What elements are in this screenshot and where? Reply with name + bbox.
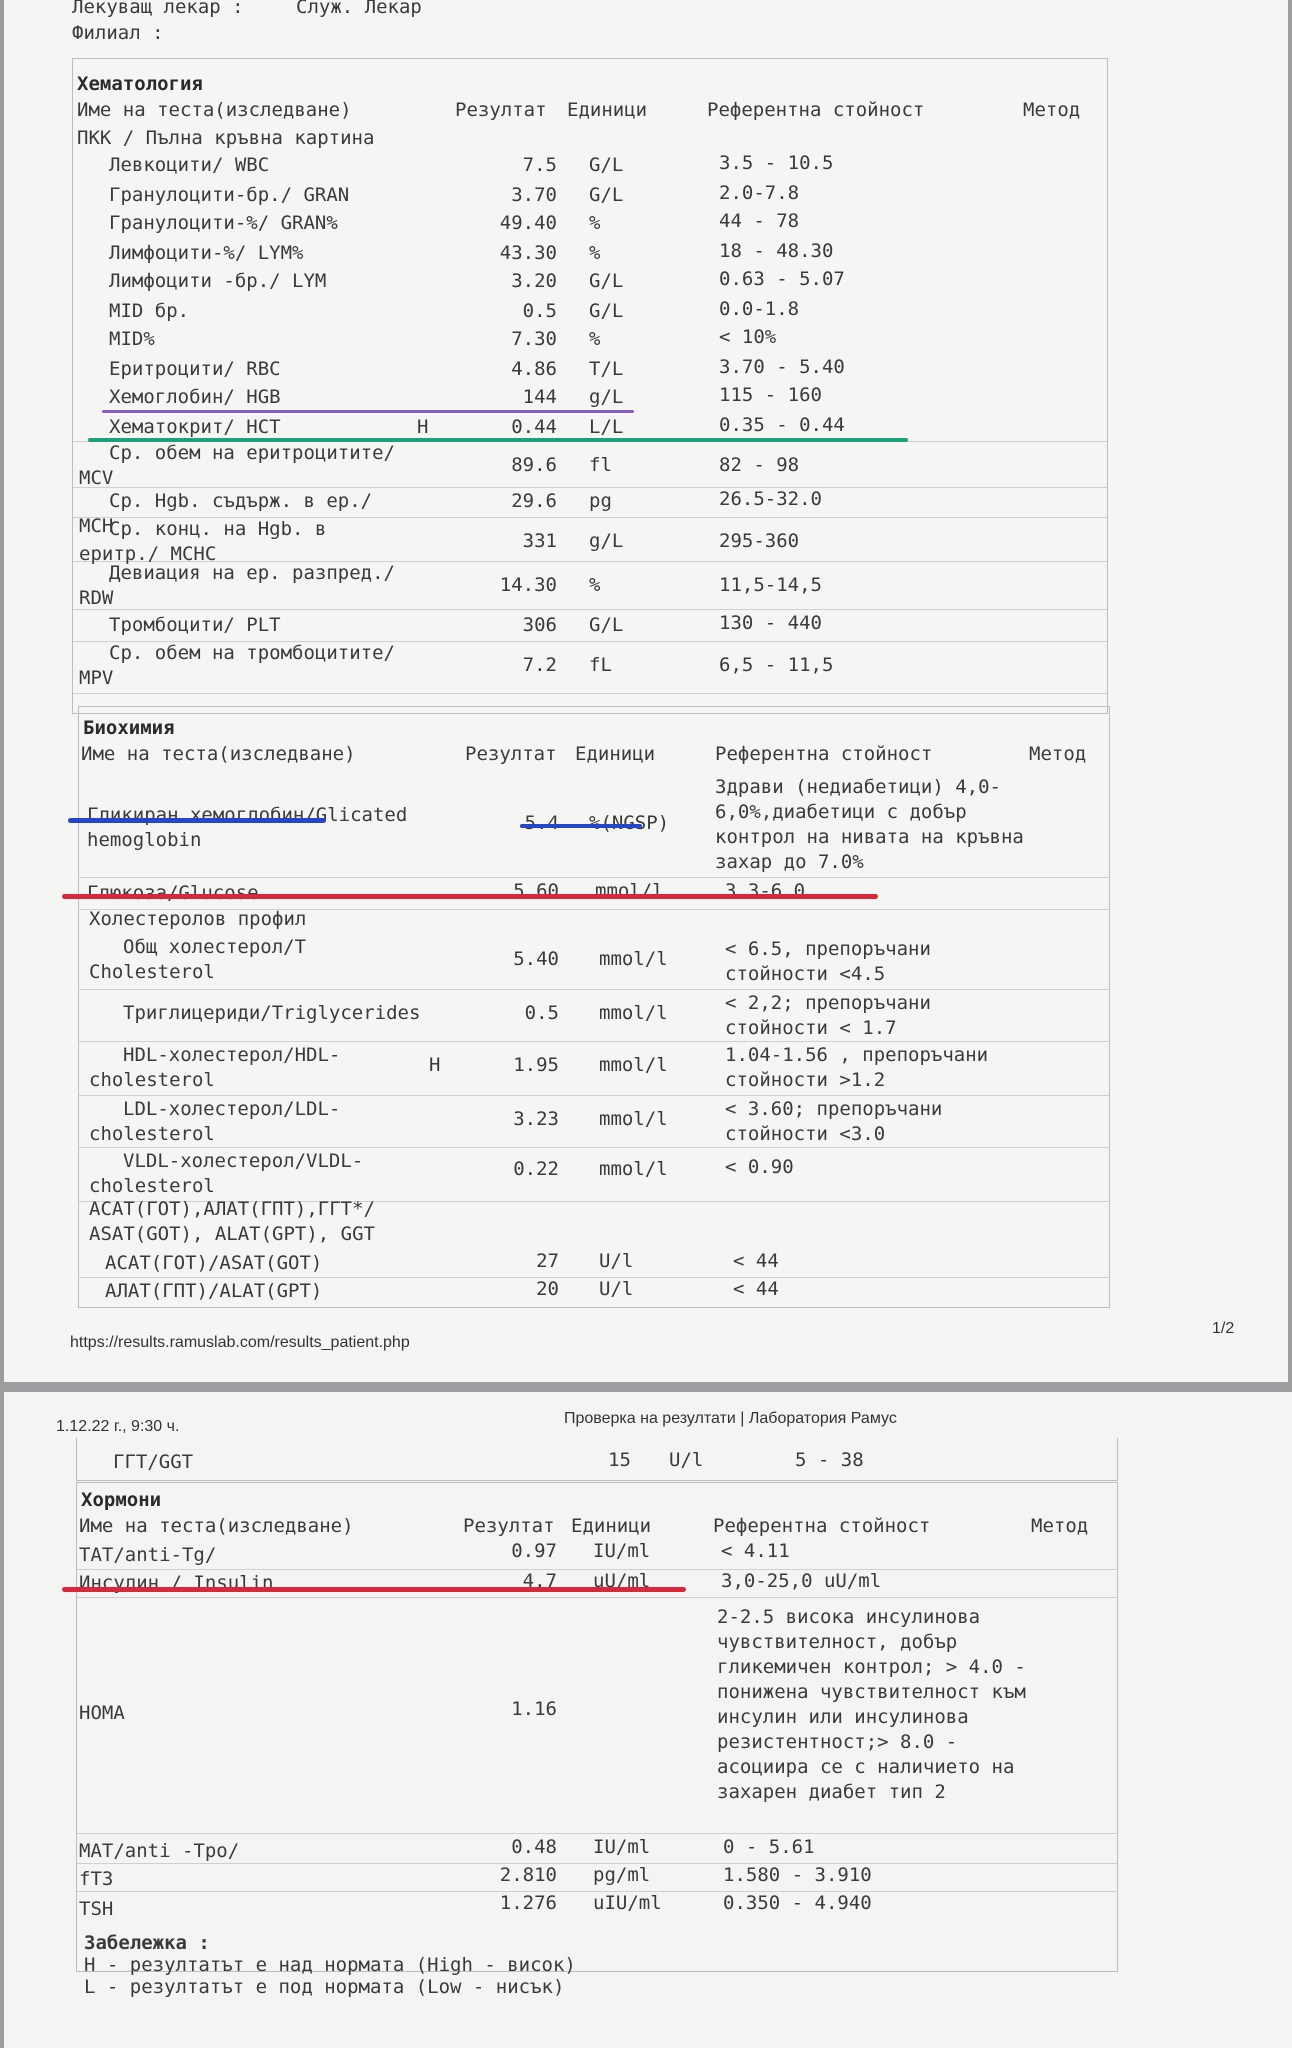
table-row bbox=[79, 989, 1109, 1042]
test-name: Тромбоцити/ PLT bbox=[109, 614, 281, 636]
result-value: 5.4 bbox=[524, 812, 559, 834]
ggt-name: ГГТ/GGT bbox=[113, 1451, 194, 1473]
doctor-value: Служ. Лекар bbox=[296, 0, 422, 18]
result-value: 49.40 bbox=[499, 212, 557, 234]
test-name: MID бр. bbox=[109, 300, 190, 322]
page-number: 1/2 bbox=[1212, 1320, 1235, 1337]
result-value: 14.30 bbox=[499, 574, 557, 596]
result-units: G/L bbox=[589, 270, 624, 292]
table-row bbox=[73, 517, 1107, 565]
col-reference: Референтна стойност bbox=[715, 743, 933, 765]
blue-underline-1 bbox=[68, 818, 326, 823]
print-datetime: 1.12.22 г., 9:30 ч. bbox=[56, 1418, 180, 1435]
result-value: 4.7 bbox=[522, 1570, 557, 1592]
test-name: МАТ/anti -Tpo/ bbox=[79, 1840, 240, 1862]
ggt-ref: 5 - 38 bbox=[795, 1449, 864, 1471]
reference-range: 0.0-1.8 bbox=[719, 298, 800, 320]
test-name: MID% bbox=[109, 328, 155, 350]
reference-range: Здрави (недиабетици) 4,0-6,0%,диабетици с добър контрол на нивата на кръвна захар до 7.0% bbox=[715, 776, 1024, 873]
table-row bbox=[73, 151, 1107, 179]
test-name: Глюкоза/Glucose bbox=[87, 882, 259, 904]
col-units: Единици bbox=[567, 99, 648, 121]
test-name: Гранулоцити-%/ GRAN% bbox=[109, 212, 338, 234]
notes bbox=[84, 1932, 576, 1998]
test-name: Девиация на ер. разпред./ RDW bbox=[79, 562, 395, 609]
test-name: Ср. обем на еритроцитите/ MCV bbox=[79, 442, 395, 489]
result-units: U/l bbox=[599, 1278, 634, 1300]
test-name: Лимфоцити-%/ LYM% bbox=[109, 242, 304, 264]
result-units: mmol/l bbox=[599, 1158, 668, 1180]
ggt-result: 15 bbox=[608, 1449, 631, 1471]
hematology-title: Хематология bbox=[77, 73, 203, 95]
table-row bbox=[79, 933, 1109, 990]
reference-range: 44 - 78 bbox=[719, 210, 800, 232]
test-name: Лимфоцити -бр./ LYM bbox=[109, 270, 327, 292]
test-name: VLDL-холестерол/VLDL-cholesterol bbox=[89, 1150, 364, 1197]
branch-label: Филиал : bbox=[72, 22, 164, 44]
result-value: 27 bbox=[536, 1250, 559, 1272]
reference-range: 3,0-25,0 uU/ml bbox=[721, 1570, 882, 1592]
result-value: 0.44 bbox=[511, 416, 557, 438]
hormones-table bbox=[76, 1482, 1118, 1972]
result-units: % bbox=[589, 574, 601, 596]
table-row bbox=[77, 1539, 1117, 1570]
result-value: 5.60 bbox=[513, 880, 559, 902]
result-units: uIU/ml bbox=[593, 1892, 662, 1914]
col-result: Резултат bbox=[463, 1515, 555, 1537]
test-name: Общ холестерол/T Cholesterol bbox=[89, 936, 307, 983]
result-units: fL bbox=[589, 654, 612, 676]
biochemistry-table bbox=[78, 706, 1110, 1308]
result-units: mmol/l bbox=[599, 948, 668, 970]
report-page-2 bbox=[4, 1392, 1292, 2048]
result-value: 3.20 bbox=[511, 270, 557, 292]
result-value: 0.48 bbox=[511, 1836, 557, 1858]
test-name: Гликиран хемоглобин/Glicated hemoglobin bbox=[87, 804, 408, 851]
reference-range: 1.04-1.56 , препоръчани стойности >1.2 bbox=[725, 1044, 989, 1091]
result-value: 1.16 bbox=[511, 1698, 557, 1720]
ggt-table bbox=[76, 1438, 1118, 1481]
reference-range: 1.580 - 3.910 bbox=[723, 1864, 872, 1886]
result-units: G/L bbox=[589, 184, 624, 206]
col-name: Име на теста(изследване) bbox=[81, 743, 356, 765]
col-units: Единици bbox=[575, 743, 656, 765]
reference-range: 115 - 160 bbox=[719, 384, 822, 406]
hematology-table bbox=[72, 58, 1108, 714]
biochemistry-title: Биохимия bbox=[83, 717, 175, 739]
test-name: Ср. конц. на Hgb. в еритр./ MCHC bbox=[79, 518, 327, 565]
col-result: Резултат bbox=[455, 99, 547, 121]
result-value: 7.5 bbox=[522, 154, 557, 176]
col-method: Метод bbox=[1029, 743, 1087, 765]
test-name: Хематокрит/ HCT bbox=[109, 416, 281, 438]
result-units: U/l bbox=[599, 1250, 634, 1272]
reference-range: < 2,2; препоръчани стойности < 1.7 bbox=[725, 992, 931, 1039]
test-name: HDL-холестерол/HDL-cholesterol bbox=[89, 1044, 341, 1091]
table-row bbox=[77, 1569, 1117, 1598]
table-row bbox=[73, 641, 1107, 694]
table-row bbox=[73, 441, 1107, 488]
table-row bbox=[79, 1249, 1109, 1278]
reference-range: 3.70 - 5.40 bbox=[719, 356, 845, 378]
result-units: IU/ml bbox=[593, 1540, 651, 1562]
reference-range: 26.5-32.0 bbox=[719, 488, 822, 510]
reference-range: 18 - 48.30 bbox=[719, 240, 834, 262]
result-value: 2.810 bbox=[499, 1864, 557, 1886]
result-units: mmol/l bbox=[599, 1002, 668, 1024]
table-row bbox=[73, 355, 1107, 383]
result-flag: H bbox=[429, 1054, 441, 1076]
result-value: 331 bbox=[522, 530, 557, 552]
table-row bbox=[77, 1891, 1117, 1921]
reference-range: 0.350 - 4.940 bbox=[723, 1892, 872, 1914]
result-value: 3.70 bbox=[511, 184, 557, 206]
notes-title: Забележка : bbox=[84, 1932, 210, 1954]
result-units: G/L bbox=[589, 614, 624, 636]
table-row bbox=[77, 1863, 1117, 1892]
col-reference: Референтна стойност bbox=[707, 99, 925, 121]
reference-range: < 4.11 bbox=[721, 1540, 790, 1562]
cbc-group-label: ПКК / Пълна кръвна картина bbox=[77, 127, 375, 149]
table-row bbox=[73, 383, 1107, 411]
table-row bbox=[73, 611, 1107, 642]
table-row bbox=[79, 1095, 1109, 1148]
result-units: % bbox=[589, 328, 601, 350]
result-value: 7.2 bbox=[522, 654, 557, 676]
reference-range: 0 - 5.61 bbox=[723, 1836, 815, 1858]
doctor-label: Лекуващ лекар : bbox=[72, 0, 244, 18]
green-underline bbox=[88, 438, 908, 442]
col-method: Метод bbox=[1031, 1515, 1089, 1537]
result-units: G/L bbox=[589, 300, 624, 322]
test-name: Ср. обем на тромбоцитите/ MPV bbox=[79, 642, 395, 689]
test-name: Еритроцити/ RBC bbox=[109, 358, 281, 380]
table-row bbox=[73, 487, 1107, 537]
result-value: 1.95 bbox=[513, 1054, 559, 1076]
result-units: G/L bbox=[589, 154, 624, 176]
result-value: 0.5 bbox=[524, 1002, 559, 1024]
test-name: АСАТ(ГОТ)/ASAT(GOT) bbox=[105, 1252, 323, 1274]
result-units: % bbox=[589, 212, 601, 234]
result-value: 4.86 bbox=[511, 358, 557, 380]
reference-range: 0.35 - 0.44 bbox=[719, 414, 845, 436]
test-name: АЛАТ(ГПТ)/ALAT(GPT) bbox=[105, 1280, 323, 1302]
table-row bbox=[79, 1147, 1109, 1202]
table-row bbox=[79, 1041, 1109, 1096]
reference-range: 11,5-14,5 bbox=[719, 574, 822, 596]
table-row bbox=[77, 1833, 1117, 1864]
reference-range: 3.3-6.0 bbox=[725, 880, 806, 902]
result-value: 5.40 bbox=[513, 948, 559, 970]
reference-range: 2.0-7.8 bbox=[719, 182, 800, 204]
result-value: 29.6 bbox=[511, 490, 557, 512]
table-row bbox=[73, 561, 1107, 610]
result-value: 306 bbox=[522, 614, 557, 636]
test-name: Левкоцити/ WBC bbox=[109, 154, 270, 176]
table-row bbox=[73, 297, 1107, 325]
result-value: 20 bbox=[536, 1278, 559, 1300]
test-name: TSH bbox=[79, 1898, 114, 1920]
result-value: 89.6 bbox=[511, 454, 557, 476]
test-name: LDL-холестерол/LDL-cholesterol bbox=[89, 1098, 341, 1145]
result-units: g/L bbox=[589, 530, 624, 552]
result-flag: H bbox=[417, 416, 429, 438]
reference-range: 3.5 - 10.5 bbox=[719, 152, 834, 174]
hormones-title: Хормони bbox=[81, 1489, 162, 1511]
table-row bbox=[73, 181, 1107, 209]
test-name: Гранулоцити-бр./ GRAN bbox=[109, 184, 350, 206]
result-value: 1.276 bbox=[499, 1892, 557, 1914]
result-units: %(NGSP) bbox=[589, 812, 670, 834]
result-value: 3.23 bbox=[513, 1108, 559, 1130]
cholesterol-group-label: Холестеролов профил bbox=[89, 908, 307, 930]
result-units: uU/ml bbox=[593, 1570, 651, 1592]
result-value: 0.22 bbox=[513, 1158, 559, 1180]
reference-range: 6,5 - 11,5 bbox=[719, 654, 834, 676]
result-units: L/L bbox=[589, 416, 624, 438]
result-value: 144 bbox=[522, 386, 557, 408]
col-result: Резултат bbox=[465, 743, 557, 765]
blue-underline-2 bbox=[520, 824, 642, 828]
col-reference: Референтна стойност bbox=[713, 1515, 931, 1537]
test-name: HOMA bbox=[79, 1702, 125, 1724]
test-name: ТАТ/anti-Tg/ bbox=[79, 1544, 217, 1566]
result-units: T/L bbox=[589, 358, 624, 380]
result-units: fl bbox=[589, 454, 612, 476]
col-units: Единици bbox=[571, 1515, 652, 1537]
test-name: Хемоглобин/ HGB bbox=[109, 386, 281, 408]
test-name: Инсулин / Insulin bbox=[79, 1572, 274, 1594]
reference-range: 130 - 440 bbox=[719, 612, 822, 634]
reference-range: 82 - 98 bbox=[719, 454, 800, 476]
test-name: Триглицериди/Triglycerides bbox=[123, 1002, 421, 1024]
result-units: IU/ml bbox=[593, 1836, 651, 1858]
result-value: 0.5 bbox=[522, 300, 557, 322]
result-units: mmol/l bbox=[595, 880, 664, 902]
result-units: pg/ml bbox=[593, 1864, 651, 1886]
report-page-1 bbox=[4, 0, 1288, 1382]
reference-range: < 6.5, препоръчани стойности <4.5 bbox=[725, 938, 931, 985]
test-name: fT3 bbox=[79, 1868, 114, 1890]
result-value: 7.30 bbox=[511, 328, 557, 350]
page-url[interactable]: https://results.ramuslab.com/results_patient.php bbox=[70, 1334, 410, 1351]
result-value: 43.30 bbox=[499, 242, 557, 264]
table-row bbox=[73, 325, 1107, 353]
reference-range: < 3.60; препоръчани стойности <3.0 bbox=[725, 1098, 943, 1145]
reference-range: < 44 bbox=[733, 1250, 779, 1272]
col-method: Метод bbox=[1023, 99, 1081, 121]
table-row bbox=[79, 1277, 1109, 1305]
ggt-units: U/l bbox=[669, 1449, 704, 1471]
table-row bbox=[73, 267, 1107, 295]
result-units: % bbox=[589, 242, 601, 264]
result-units: mmol/l bbox=[599, 1054, 668, 1076]
reference-range: 2-2.5 висока инсулинова чувствителност, добър гликемичен контрол; > 4.0 - понижена чувствителност към инсулин или инсулинова резистентност;> 8.0 - асоциира се с наличието на захарен диабет тип 2 bbox=[717, 1606, 1026, 1803]
col-name: Име на теста(изследване) bbox=[79, 1515, 354, 1537]
reference-range: 295-360 bbox=[719, 530, 800, 552]
purple-underline bbox=[102, 410, 634, 413]
red-underline-glucose bbox=[62, 894, 878, 899]
reference-range: < 10% bbox=[719, 326, 777, 348]
result-units: pg bbox=[589, 490, 612, 512]
result-units: mmol/l bbox=[599, 1108, 668, 1130]
table-row bbox=[77, 1597, 1117, 1834]
liver-group-label: АСАТ(ГОТ),АЛАТ(ГПТ),ГГТ*/ ASAT(GOT), ALAT(GPT), GGT bbox=[89, 1198, 375, 1245]
note-low: L - резултатът е под нормата (Low - нисък) bbox=[84, 1976, 565, 1998]
note-high: H - резултатът е над нормата (High - висок) bbox=[84, 1954, 576, 1976]
test-name: Ср. Hgb. съдърж. в ер./ MCH bbox=[79, 490, 373, 537]
table-row bbox=[73, 209, 1107, 237]
page-title: Проверка на резултати | Лаборатория Рамус bbox=[564, 1410, 897, 1427]
red-underline-insulin bbox=[62, 1587, 686, 1592]
table-row bbox=[73, 239, 1107, 267]
reference-range: < 44 bbox=[733, 1278, 779, 1300]
result-value: 0.97 bbox=[511, 1540, 557, 1562]
result-units: g/L bbox=[589, 386, 624, 408]
reference-range: 0.63 - 5.07 bbox=[719, 268, 845, 290]
reference-range: < 0.90 bbox=[725, 1156, 794, 1178]
col-name: Име на теста(изследване) bbox=[77, 99, 352, 121]
